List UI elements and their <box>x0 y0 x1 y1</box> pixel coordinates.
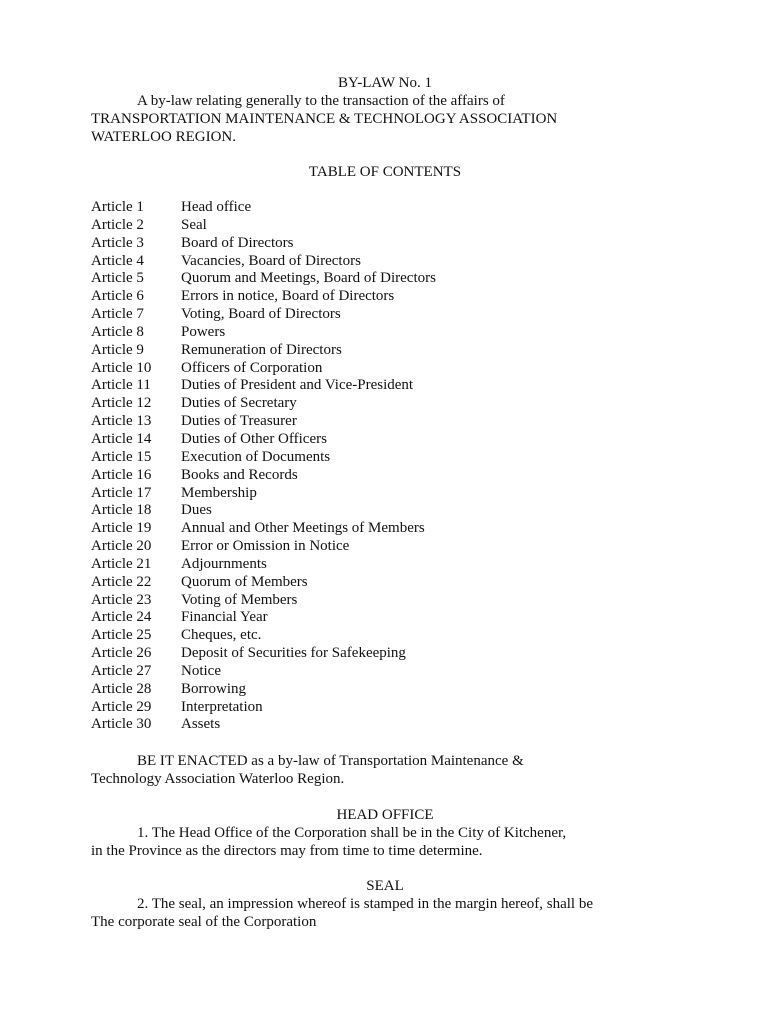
toc-row <box>91 502 436 520</box>
toc-article-title: Execution of Documents <box>181 448 331 465</box>
toc-article-number: Article 17 <box>91 484 152 501</box>
toc-article-title: Quorum of Members <box>181 573 308 590</box>
toc-article-title: Adjournments <box>181 555 267 572</box>
toc-article-title: Borrowing <box>181 680 246 697</box>
toc-article-title: Membership <box>181 484 257 501</box>
section-seal-line-2: The corporate seal of the Corporation <box>91 914 317 930</box>
toc-row <box>91 395 436 413</box>
toc-article-number: Article 24 <box>91 609 152 626</box>
toc-article-title: Head office <box>181 199 252 215</box>
toc-article-number: Article 9 <box>91 341 144 358</box>
enactment-line-1: BE IT ENACTED as a by-law of Transportation Maintenance & <box>137 753 524 769</box>
toc-article-number: Article 4 <box>91 252 144 269</box>
toc-article-number: Article 30 <box>91 716 152 733</box>
toc-article-title: Officers of Corporation <box>181 359 323 376</box>
toc-article-number: Article 12 <box>91 395 152 412</box>
toc-article-number: Article 28 <box>91 680 152 697</box>
toc-row <box>91 716 436 734</box>
section-heading-seal: SEAL <box>366 878 404 894</box>
toc-row <box>91 217 436 235</box>
toc-row <box>91 199 436 217</box>
toc-article-number: Article 3 <box>91 234 144 251</box>
toc-article-number: Article 25 <box>91 627 152 644</box>
toc-article-title: Board of Directors <box>181 234 294 251</box>
toc-row <box>91 235 436 253</box>
toc-article-number: Article 7 <box>91 306 144 323</box>
toc-row <box>91 253 436 271</box>
toc-article-title: Voting, Board of Directors <box>181 306 341 323</box>
toc-row <box>91 574 436 592</box>
toc-article-title: Seal <box>181 216 207 233</box>
toc-article-number: Article 22 <box>91 573 152 590</box>
toc-row <box>91 556 436 574</box>
toc-row <box>91 663 436 681</box>
section-head-office-line-1: 1. The Head Office of the Corporation shall be in the City of Kitchener, <box>137 825 567 841</box>
toc-row <box>91 431 436 449</box>
toc-article-number: Article 21 <box>91 555 152 572</box>
section-head-office-line-2: in the Province as the directors may from time to time determine. <box>91 843 483 859</box>
toc-article-title: Error or Omission in Notice <box>181 538 350 555</box>
toc-row <box>91 681 436 699</box>
toc-row <box>91 699 436 717</box>
toc-article-title: Dues <box>181 502 212 519</box>
toc-article-title: Powers <box>181 323 226 340</box>
toc-article-title: Duties of Treasurer <box>181 413 297 430</box>
toc-row <box>91 288 436 306</box>
toc-article-number: Article 20 <box>91 538 152 555</box>
toc-article-number: Article 2 <box>91 216 144 233</box>
toc-row <box>91 413 436 431</box>
toc-article-number: Article 5 <box>91 270 144 287</box>
toc-article-number: Article 8 <box>91 323 144 340</box>
toc-article-title: Notice <box>181 662 221 679</box>
toc-row <box>91 324 436 342</box>
toc-article-number: Article 1 <box>91 199 144 215</box>
toc-article-title: Errors in notice, Board of Directors <box>181 288 395 305</box>
toc-article-title: Remuneration of Directors <box>181 341 342 358</box>
toc-article-title: Books and Records <box>181 466 298 483</box>
toc-row <box>91 270 436 288</box>
toc-row <box>91 520 436 538</box>
toc-article-number: Article 29 <box>91 698 152 715</box>
toc-article-number: Article 23 <box>91 591 152 608</box>
toc-article-title: Vacancies, Board of Directors <box>181 252 361 269</box>
toc-row <box>91 449 436 467</box>
toc-article-title: Deposit of Securities for Safekeeping <box>181 645 406 662</box>
toc-row <box>91 538 436 556</box>
intro-line-3: WATERLOO REGION. <box>91 129 236 145</box>
toc-row <box>91 306 436 324</box>
toc-row <box>91 377 436 395</box>
toc-article-title: Interpretation <box>181 698 263 715</box>
toc-article-number: Article 18 <box>91 502 152 519</box>
toc-row <box>91 645 436 663</box>
toc-article-number: Article 14 <box>91 430 152 447</box>
toc-article-title: Cheques, etc. <box>181 627 262 644</box>
toc-row <box>91 485 436 503</box>
toc-article-number: Article 11 <box>91 377 151 394</box>
toc-article-number: Article 27 <box>91 662 152 679</box>
table-of-contents <box>91 199 436 734</box>
toc-article-number: Article 26 <box>91 645 152 662</box>
toc-row <box>91 342 436 360</box>
toc-article-title: Duties of President and Vice-President <box>181 377 414 394</box>
toc-article-number: Article 13 <box>91 413 152 430</box>
toc-article-number: Article 16 <box>91 466 152 483</box>
toc-row <box>91 592 436 610</box>
toc-row <box>91 609 436 627</box>
section-seal-line-1: 2. The seal, an impression whereof is stamped in the margin hereof, shall be <box>137 896 593 912</box>
toc-row <box>91 627 436 645</box>
toc-heading: TABLE OF CONTENTS <box>308 164 462 180</box>
toc-article-title: Financial Year <box>181 609 268 626</box>
toc-article-number: Article 15 <box>91 448 152 465</box>
toc-article-title: Duties of Other Officers <box>181 430 327 447</box>
toc-article-number: Article 6 <box>91 288 144 305</box>
toc-article-title: Duties of Secretary <box>181 395 297 412</box>
toc-article-number: Article 10 <box>91 359 152 376</box>
enactment-line-2: Technology Association Waterloo Region. <box>91 771 345 787</box>
toc-article-title: Annual and Other Meetings of Members <box>181 520 425 537</box>
toc-article-title: Assets <box>181 716 221 733</box>
toc-row <box>91 467 436 485</box>
toc-article-title: Voting of Members <box>181 591 298 608</box>
document-title: BY-LAW No. 1 <box>338 75 432 91</box>
intro-line-1: A by-law relating generally to the transaction of the affairs of <box>137 93 505 109</box>
toc-article-title: Quorum and Meetings, Board of Directors <box>181 270 436 287</box>
toc-article-number: Article 19 <box>91 520 152 537</box>
intro-line-2: TRANSPORTATION MAINTENANCE & TECHNOLOGY ASSOCIATION <box>91 111 558 127</box>
toc-row <box>91 360 436 378</box>
section-heading-head-office: HEAD OFFICE <box>336 807 434 823</box>
